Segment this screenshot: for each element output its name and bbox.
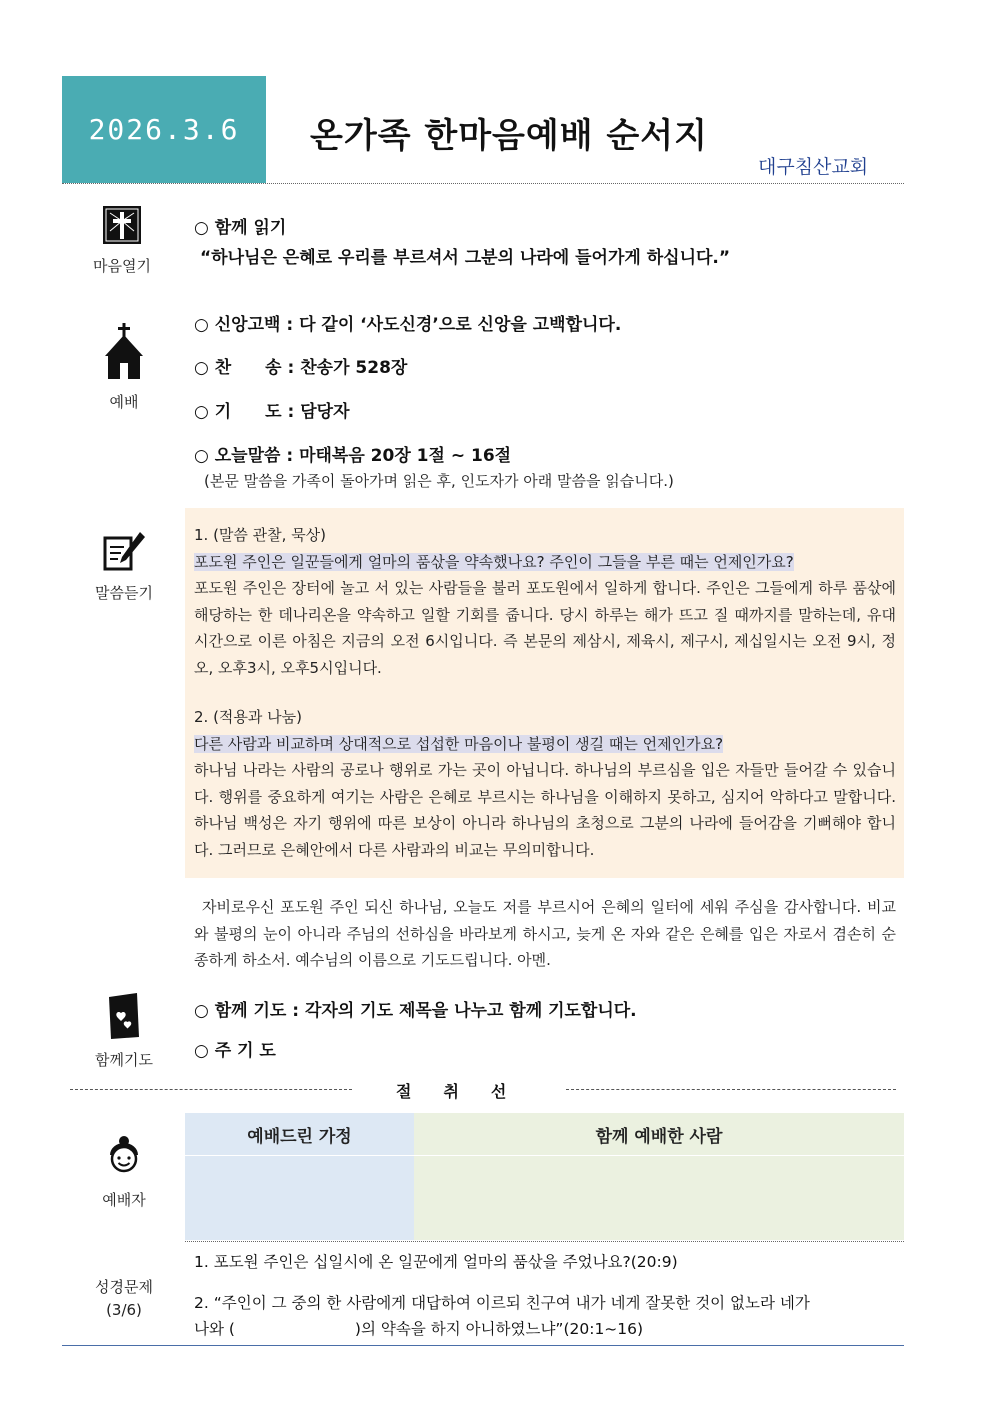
attendees-input-cell[interactable] [414, 1155, 904, 1240]
section-2-heading: 2. (적용과 나눔) [194, 708, 303, 726]
discussion-section-1 [194, 522, 896, 681]
section-1-question [194, 549, 896, 576]
opening-section-icon [60, 205, 184, 276]
cutline-label: 절 취 선 [396, 1082, 507, 1101]
listening-section-icon [62, 530, 186, 603]
section-2-question [194, 731, 896, 758]
worship-label: 예배 [109, 393, 139, 411]
worship-item-creed: ○ 신앙고백 : 다 같이 ‘사도신경’으로 신앙을 고백합니다. [194, 315, 622, 335]
worship-note: (본문 말씀을 가족이 돌아가며 읽은 후, 인도자가 아래 말씀을 읽습니다.) [204, 472, 674, 490]
quiz-label-wrap [62, 1270, 186, 1319]
section-2-body: 하나님 나라는 사람의 공로나 행위로 가는 곳이 아닙니다. 하나님의 부르심을 입은 자들만 들어갈 수 있습니다. 행위를 중요하게 여기는 사람은 은혜로 부르시는 하나님을 이해하지 못하고, 심지어 악하다고 말합니다. 하나님 백성은 자기 행위에 따른 보상이 아니라 하나님의 초청으로 그분의 나라에 들어감을 기뻐해야 합니다. 그러므로 은혜안에서 다른 사람과의 비교는 무의미합니다. [194, 761, 896, 859]
person-face-icon [106, 1135, 142, 1175]
heart-card-icon [107, 993, 141, 1039]
opening-label: 마음열기 [93, 257, 151, 275]
quiz-q2-prefix: 나와 ( [194, 1320, 235, 1338]
table-divider [185, 1241, 904, 1242]
together-label: 함께기도 [95, 1051, 153, 1069]
worship-item-scripture: ○ 오늘말씀 : 마태복음 20장 1절 ~ 16절 [194, 446, 512, 466]
section-1-body: 포도원 주인은 장터에 놀고 서 있는 사람들을 불러 포도원에서 일하게 합니다. 주인은 그들에게 하루 품삯에 해당하는 한 데나리온을 약속하고 일할 기회를 줍니다. 당시 하루는 해가 뜨고 질 때까지를 말하는데, 유대 시간으로 이른 아침은 지금의 오전 6시입니다. 즉 본문의 제삼시, 제육시, 제구시, 제십일시는 오전 9시, 정오, 오후3시, 오후5시입니다. [194, 579, 896, 677]
section-2-question-text: 다른 사람과 비교하며 상대적으로 섭섭한 마음이나 불평이 생길 때는 언제인가요? [194, 734, 724, 753]
closing-prayer: 자비로우신 포도원 주인 되신 하나님, 오늘도 저를 부르시어 은혜의 일터에 세워 주심을 감사합니다. 비교와 불평의 눈이 아니라 주님의 선하심을 바라보게 하시고, 늦게 온 자와 같은 은혜를 입은 자로서 겸손히 순종하게 하소서. 예수님의 이름으로 기도드립니다. 아멘. [194, 898, 896, 969]
cutline-left [70, 1089, 352, 1090]
section-1-question-text: 포도원 주인은 일꾼들에게 얼마의 품삯을 약속했나요? 주인이 그들을 부른 때는 언제인가요? [194, 552, 794, 571]
page-title: 온가족 한마음예배 순서지 [310, 116, 708, 156]
footer-line [62, 1345, 904, 1346]
worship-item-prayer: ○ 기 도 : 담당자 [194, 402, 350, 422]
discussion-box [185, 508, 904, 878]
date-box [62, 76, 266, 183]
worshipper-section-icon [62, 1135, 186, 1210]
note-pen-icon [102, 530, 146, 572]
family-column-header: 예배드린 가정 [247, 1126, 352, 1147]
worship-item-hymn: ○ 찬 송 : 찬송가 528장 [194, 358, 408, 378]
quiz-question-1: 1. 포도원 주인은 십일시에 온 일꾼에게 얼마의 품삯을 주었나요?(20:9) [194, 1253, 678, 1271]
listening-label: 말씀듣기 [95, 584, 153, 602]
together-line-1: ○ 함께 기도 : 각자의 기도 제목을 나누고 함께 기도합니다. [194, 1001, 637, 1021]
worshipper-label: 예배자 [102, 1191, 146, 1209]
together-line-2: ○ 주 기 도 [194, 1041, 276, 1061]
cross-icon [102, 205, 142, 245]
quiz-question-2-line-2 [194, 1317, 643, 1339]
opening-heading: ○ 함께 읽기 [194, 218, 287, 238]
together-section-icon [62, 993, 186, 1070]
quiz-q2-suffix: )의 약속을 하지 아니하였느냐”(20:1~16) [354, 1320, 644, 1338]
quiz-date: (3/6) [106, 1301, 142, 1319]
section-1-heading: 1. (말씀 관찰, 묵상) [194, 526, 327, 544]
quiz-label: 성경문제 [95, 1278, 153, 1296]
family-input-cell[interactable] [185, 1155, 414, 1240]
attendees-column-header: 함께 예배한 사람 [595, 1126, 723, 1147]
quiz-question-2-line-1: 2. “주인이 그 중의 한 사람에게 대답하여 이르되 친구여 내가 네게 잘못한 것이 없노라 네가 [194, 1294, 810, 1312]
header-divider [62, 183, 904, 184]
date-text: 2026.3.6 [88, 113, 240, 146]
church-icon [103, 323, 145, 381]
cutline-right [566, 1089, 896, 1090]
discussion-section-2 [194, 704, 896, 863]
worship-section-icon [62, 323, 186, 412]
opening-quote: “하나님은 은혜로 우리를 부르셔서 그분의 나라에 들어가게 하십니다.” [200, 248, 731, 268]
church-name: 대구침산교회 [758, 156, 869, 178]
